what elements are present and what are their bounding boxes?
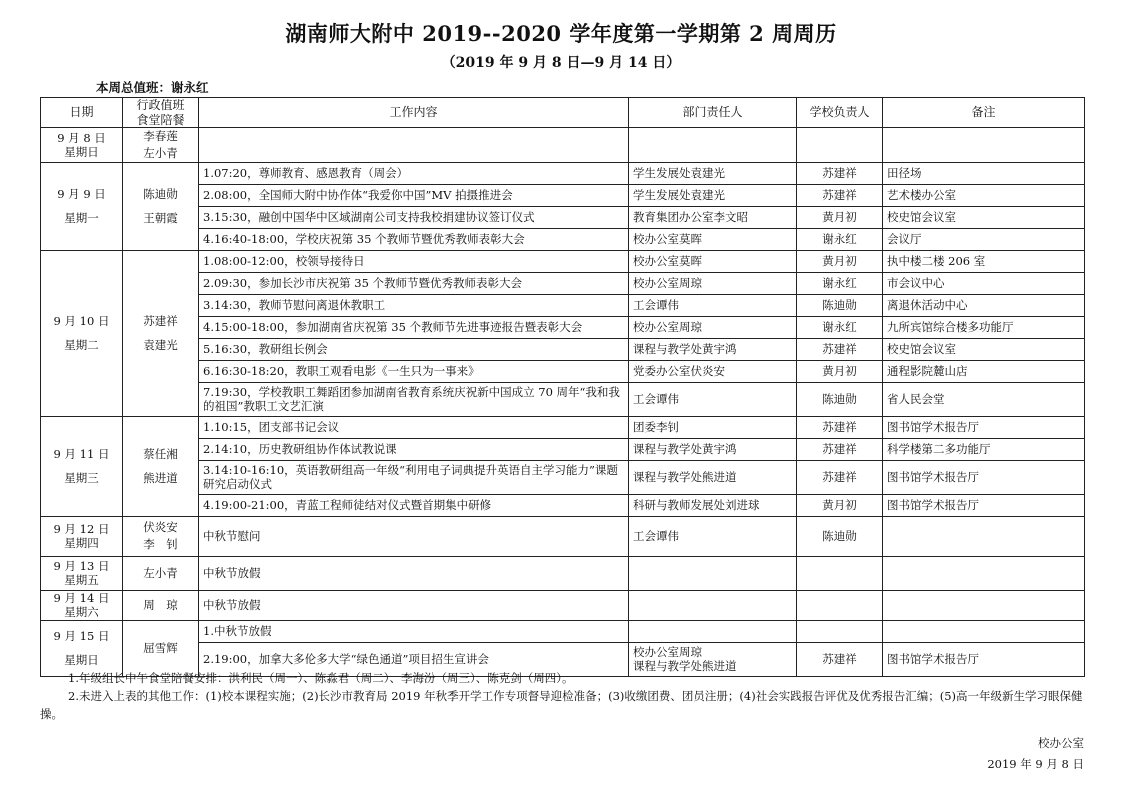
date-cell: 9 月 13 日 星期五 — [41, 556, 123, 590]
note-cell — [883, 128, 1085, 162]
note-cell — [883, 590, 1085, 620]
date-cell: 9 月 8 日 星期日 — [41, 128, 123, 162]
dept-cell: 教育集团办公室李文昭 — [629, 206, 797, 228]
dept-cell: 学生发展处袁建光 — [629, 184, 797, 206]
content-cell: 1.08:00-12:00，校领导接待日 — [199, 250, 629, 272]
table-body — [41, 128, 1085, 676]
dept-cell — [629, 620, 797, 642]
note-cell: 图书馆学术报告厅 — [883, 416, 1085, 438]
dept-cell: 课程与教学处黄宇鸿 — [629, 338, 797, 360]
date-cell: 9 月 9 日 星期一 — [41, 162, 123, 250]
content-cell — [199, 128, 629, 162]
note-cell: 离退休活动中心 — [883, 294, 1085, 316]
note-cell: 田径场 — [883, 162, 1085, 184]
dept-cell: 校办公室周琼 — [629, 316, 797, 338]
leader-cell: 苏建祥 — [797, 642, 883, 676]
note-cell: 图书馆学术报告厅 — [883, 494, 1085, 516]
note-cell: 校史馆会议室 — [883, 338, 1085, 360]
note-cell: 九所宾馆综合楼多功能厅 — [883, 316, 1085, 338]
date-cell: 9 月 10 日 星期二 — [41, 250, 123, 416]
duty-cell: 伏炎安 李 钊 — [123, 516, 199, 556]
leader-cell: 苏建祥 — [797, 338, 883, 360]
note-cell: 执中楼二楼 206 室 — [883, 250, 1085, 272]
note-cell: 校史馆会议室 — [883, 206, 1085, 228]
duty-cell: 陈迪勋 王朝霞 — [123, 162, 199, 250]
duty-cell: 周 琼 — [123, 590, 199, 620]
content-cell: 中秋节慰问 — [199, 516, 629, 556]
page-title: 湖南师大附中 2019--2020 学年度第一学期第 2 周周历 — [285, 21, 837, 46]
leader-cell: 苏建祥 — [797, 416, 883, 438]
leader-cell: 谢永红 — [797, 316, 883, 338]
table-row — [41, 162, 1085, 184]
table-row — [41, 556, 1085, 590]
leader-cell: 黄月初 — [797, 360, 883, 382]
leader-cell: 苏建祥 — [797, 438, 883, 460]
note-cell: 科学楼第二多功能厅 — [883, 438, 1085, 460]
content-cell: 1.07:20，尊师教育、感恩教育（周会） — [199, 162, 629, 184]
date-cell: 9 月 11 日 星期三 — [41, 416, 123, 516]
dept-cell — [629, 556, 797, 590]
table-row — [41, 128, 1085, 162]
leader-cell — [797, 128, 883, 162]
content-cell: 2.19:00，加拿大多伦多大学“绿色通道”项目招生宣讲会 — [199, 642, 629, 676]
duty-cell: 苏建祥 袁建光 — [123, 250, 199, 416]
date-cell: 9 月 12 日 星期四 — [41, 516, 123, 556]
table-header-row — [41, 98, 1085, 128]
table-row — [41, 416, 1085, 438]
column-header: 备注 — [883, 98, 1085, 128]
content-cell: 1.中秋节放假 — [199, 620, 629, 642]
dept-cell: 校办公室莫晖 — [629, 250, 797, 272]
dept-cell: 校办公室周琼 课程与教学处熊进道 — [629, 642, 797, 676]
dept-cell — [629, 590, 797, 620]
table-row — [41, 250, 1085, 272]
dept-cell: 工会谭伟 — [629, 294, 797, 316]
content-cell: 3.14:10-16:10，英语教研组高一年级“利用电子词典提升英语自主学习能力”课题研究启动仪式 — [199, 460, 629, 494]
weekly-calendar-table — [40, 97, 1085, 677]
column-header: 工作内容 — [199, 98, 629, 128]
signature-office: 校办公室 — [1038, 736, 1084, 750]
leader-cell: 陈迪勋 — [797, 294, 883, 316]
content-cell: 2.09:30，参加长沙市庆祝第 35 个教师节暨优秀教师表彰大会 — [199, 272, 629, 294]
duty-cell: 屈雪辉 — [123, 620, 199, 676]
table-row — [41, 590, 1085, 620]
date-cell: 9 月 15 日 星期日 — [41, 620, 123, 676]
notes — [40, 670, 1084, 723]
leader-cell — [797, 556, 883, 590]
table-row — [41, 620, 1085, 642]
dept-cell: 科研与教师发展处刘进球 — [629, 494, 797, 516]
note-cell: 图书馆学术报告厅 — [883, 460, 1085, 494]
leader-cell: 苏建祥 — [797, 184, 883, 206]
dept-cell: 工会谭伟 — [629, 382, 797, 416]
leader-cell: 黄月初 — [797, 250, 883, 272]
dept-cell: 团委李钊 — [629, 416, 797, 438]
leader-cell: 陈迪勋 — [797, 382, 883, 416]
column-header: 日期 — [41, 98, 123, 128]
content-cell: 4.15:00-18:00，参加湖南省庆祝第 35 个教师节先进事迹报告暨表彰大会 — [199, 316, 629, 338]
weekly-duty: 本周总值班：谢永红 — [96, 80, 209, 95]
signature-date: 2019 年 9 月 8 日 — [987, 757, 1084, 771]
duty-cell: 左小青 — [123, 556, 199, 590]
note-cell: 会议厅 — [883, 228, 1085, 250]
note-cell: 图书馆学术报告厅 — [883, 642, 1085, 676]
note-cell: 市会议中心 — [883, 272, 1085, 294]
content-cell: 3.14:30，教师节慰问离退休教职工 — [199, 294, 629, 316]
dept-cell — [629, 128, 797, 162]
note-2: 2.未进入上表的其他工作：(1)校本课程实施；(2)长沙市教育局 2019 年秋季开学工作专项督导迎检准备；(3)收缴团费、团员注册；(4)社会实践报告评优及优秀报告汇编；(5)高一年级新生学习眼保健操。 — [40, 688, 1083, 721]
content-cell: 4.19:00-21:00，青蓝工程师徒结对仪式暨首期集中研修 — [199, 494, 629, 516]
dept-cell: 课程与教学处熊进道 — [629, 460, 797, 494]
leader-cell: 苏建祥 — [797, 460, 883, 494]
content-cell: 5.16:30，教研组长例会 — [199, 338, 629, 360]
note-cell: 通程影院麓山店 — [883, 360, 1085, 382]
content-cell: 2.14:10，历史教研组协作体试教说课 — [199, 438, 629, 460]
dept-cell: 党委办公室伏炎安 — [629, 360, 797, 382]
column-header: 行政值班 食堂陪餐 — [123, 98, 199, 128]
table-row — [41, 516, 1085, 556]
note-cell: 省人民会堂 — [883, 382, 1085, 416]
dept-cell: 学生发展处袁建光 — [629, 162, 797, 184]
content-cell: 3.15:30，融创中国华中区域湖南公司支持我校捐建协议签订仪式 — [199, 206, 629, 228]
dept-cell: 校办公室周琼 — [629, 272, 797, 294]
dept-cell: 工会谭伟 — [629, 516, 797, 556]
content-cell: 2.08:00，全国师大附中协作体“我爱你中国”MV 拍摄推进会 — [199, 184, 629, 206]
leader-cell: 苏建祥 — [797, 162, 883, 184]
dept-cell: 课程与教学处黄宇鸿 — [629, 438, 797, 460]
content-cell: 中秋节放假 — [199, 590, 629, 620]
date-range: （2019 年 9 月 8 日—9 月 14 日） — [441, 55, 681, 71]
content-cell: 4.16:40-18:00，学校庆祝第 35 个教师节暨优秀教师表彰大会 — [199, 228, 629, 250]
note-1: 1.年级组长中午食堂陪餐安排：洪利民（周一）、陈淼君（周二）、李海汾（周三）、陈克剑（周四）。 — [68, 671, 574, 685]
dept-cell: 校办公室莫晖 — [629, 228, 797, 250]
column-header: 学校负责人 — [797, 98, 883, 128]
note-cell: 艺术楼办公室 — [883, 184, 1085, 206]
content-cell: 1.10:15，团支部书记会议 — [199, 416, 629, 438]
note-cell — [883, 556, 1085, 590]
leader-cell: 谢永红 — [797, 272, 883, 294]
leader-cell — [797, 590, 883, 620]
note-cell — [883, 620, 1085, 642]
duty-cell: 李春莲 左小青 — [123, 128, 199, 162]
leader-cell: 谢永红 — [797, 228, 883, 250]
content-cell: 中秋节放假 — [199, 556, 629, 590]
leader-cell — [797, 620, 883, 642]
content-cell: 6.16:30-18:20，教职工观看电影《一生只为一事来》 — [199, 360, 629, 382]
duty-cell: 蔡任湘 熊进道 — [123, 416, 199, 516]
date-cell: 9 月 14 日 星期六 — [41, 590, 123, 620]
leader-cell: 黄月初 — [797, 494, 883, 516]
leader-cell: 陈迪勋 — [797, 516, 883, 556]
column-header: 部门责任人 — [629, 98, 797, 128]
note-cell — [883, 516, 1085, 556]
content-cell: 7.19:30，学校教职工舞蹈团参加湖南省教育系统庆祝新中国成立 70 周年“我和我的祖国”教职工文艺汇演 — [199, 382, 629, 416]
leader-cell: 黄月初 — [797, 206, 883, 228]
